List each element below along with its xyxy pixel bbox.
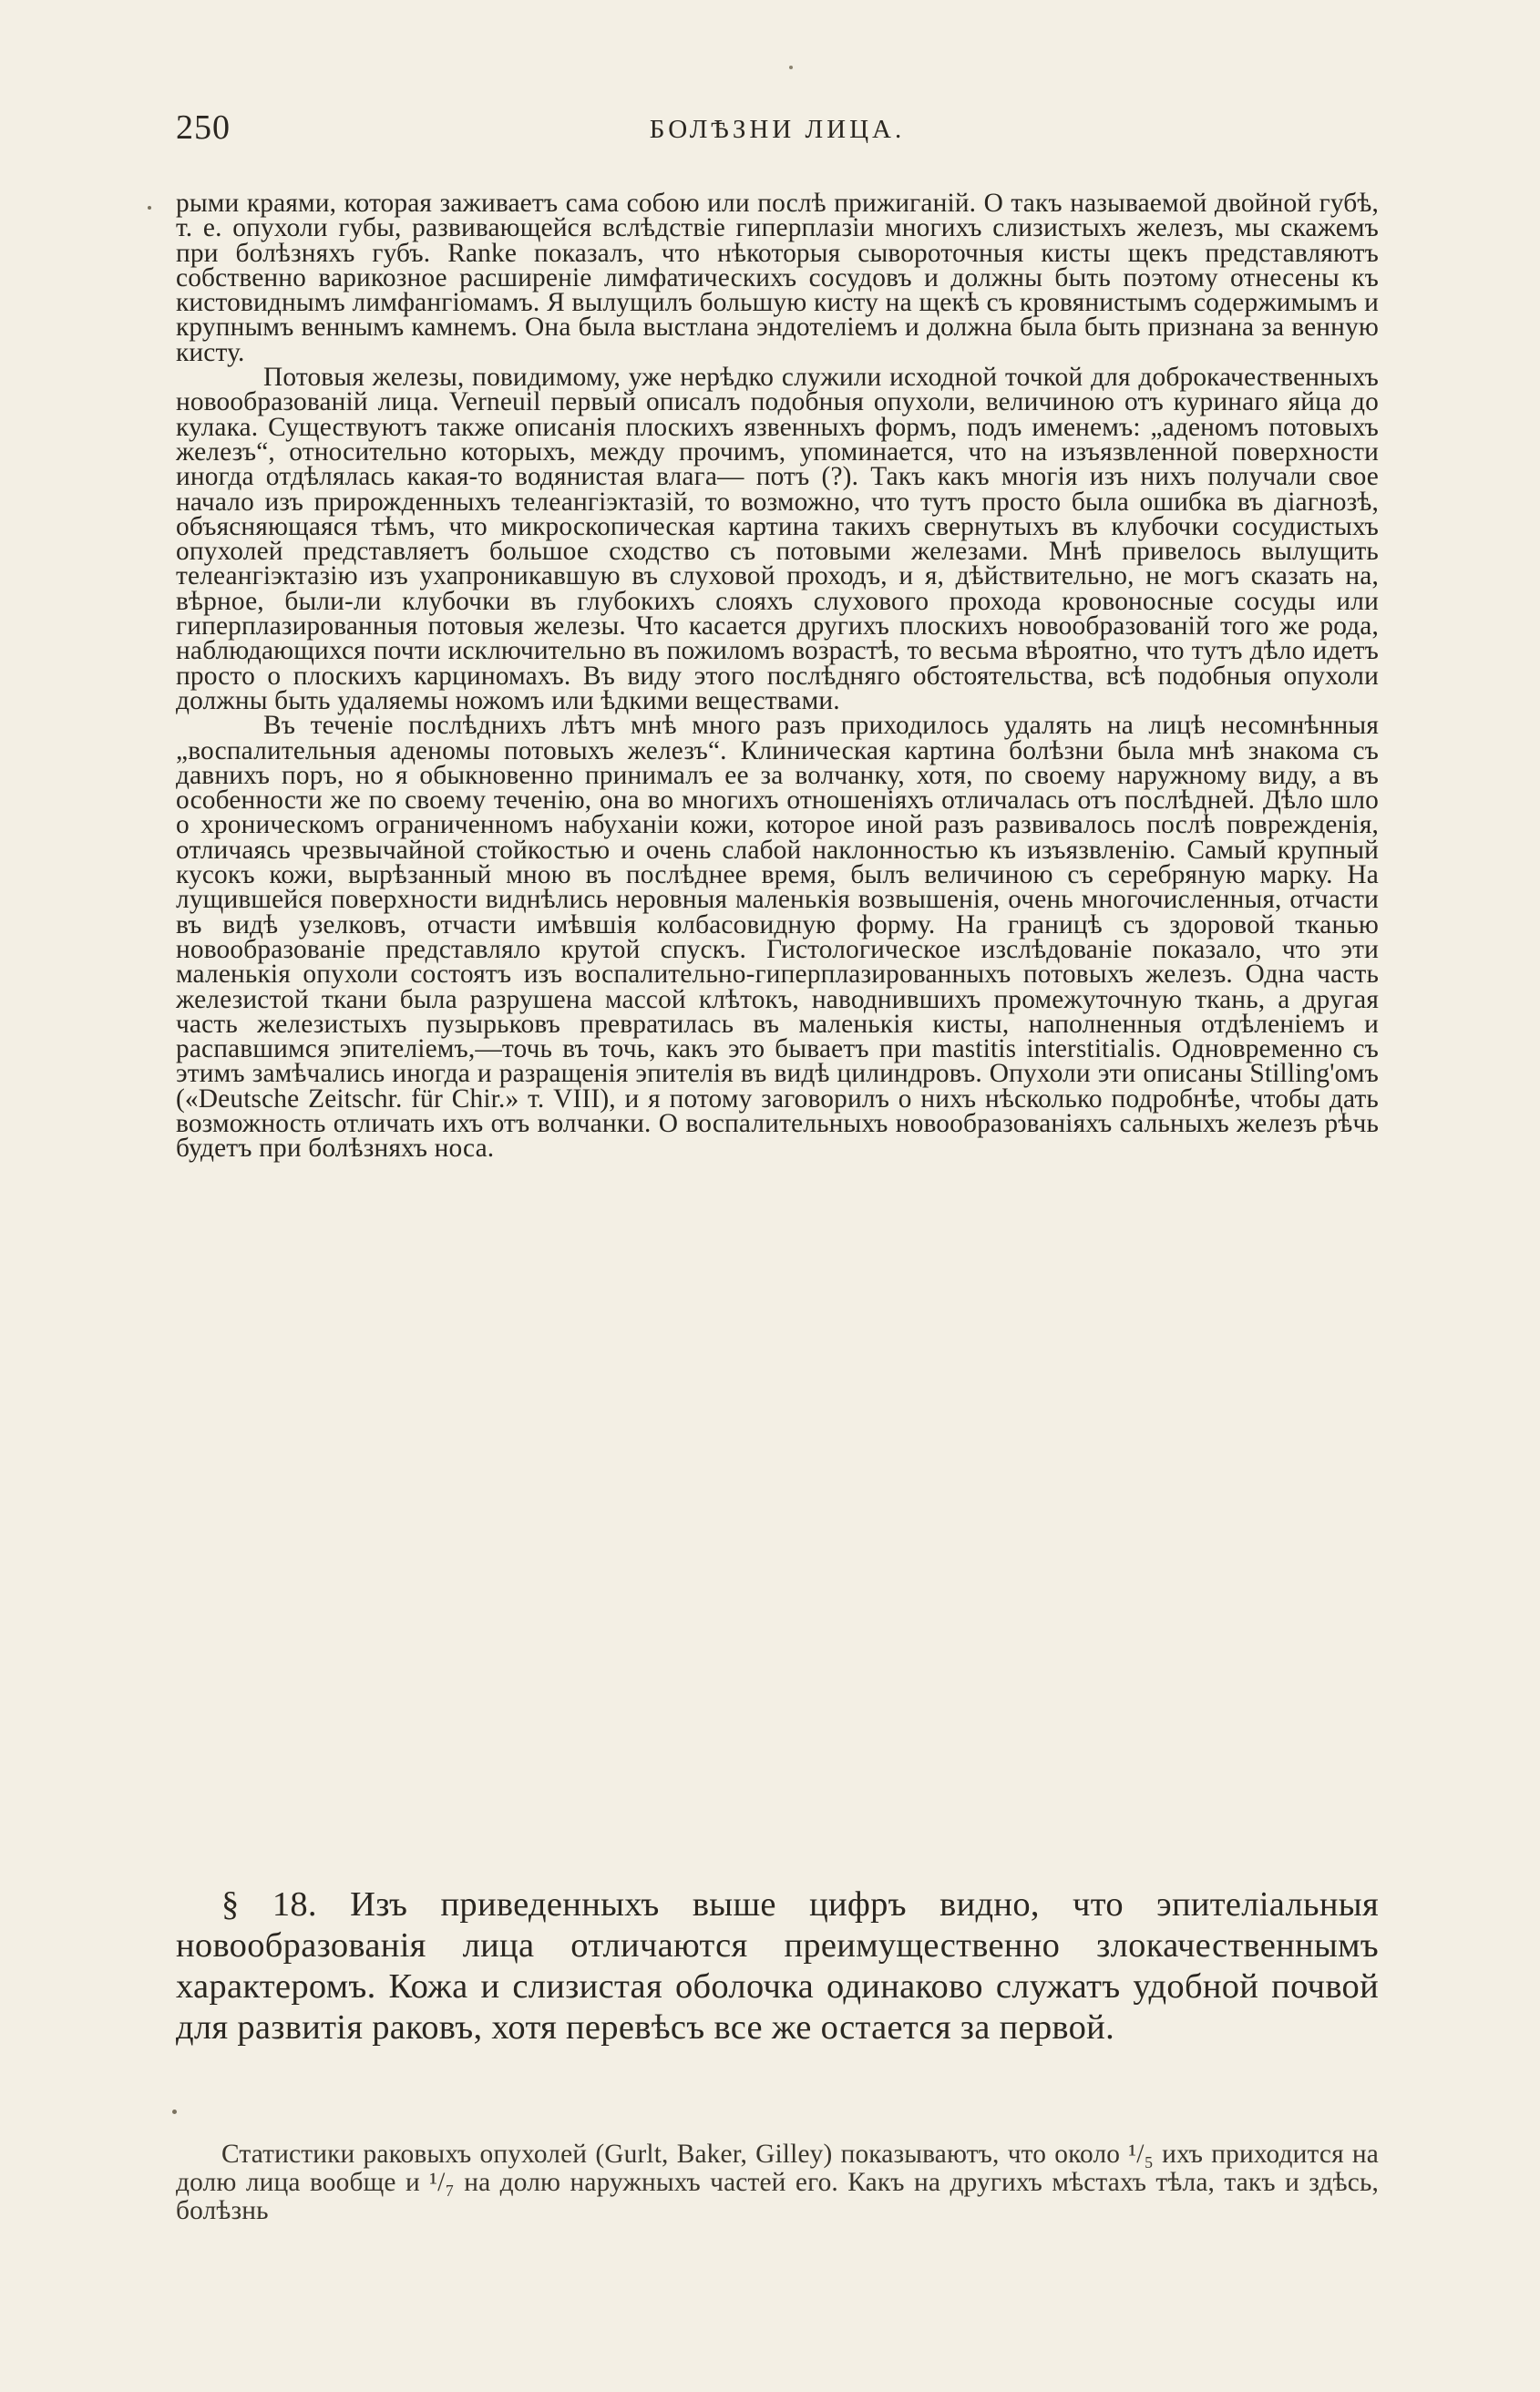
- section-18: [176, 1884, 1379, 2048]
- paragraph-continuation: рыми краями, которая заживаетъ сама собою или послѣ прижиганій. О такъ называемой двойной губѣ, т. е. опухоли губы, развивающейся вслѣдствіе гиперплазіи многихъ слизистыхъ железъ, мы скажемъ при болѣзняхъ губъ. Ranke показалъ, что нѣкоторыя сывороточныя кисты щекъ представляютъ собственно варикозное расширеніе лимфатическихъ сосудовъ и должны быть поэтому отнесены къ кистовиднымъ лимфангіомамъ. Я вылущилъ большую кисту на щекѣ съ кровянистымъ содержимымъ и крупнымъ веннымъ камнемъ. Она была выстлана эндотеліемъ и должна была быть признана за венную кисту.: [176, 189, 1379, 367]
- speck-mark: [148, 206, 151, 210]
- speck-mark: [172, 2110, 177, 2114]
- section-18-text: § 18. Изъ приведенныхъ выше цифръ видно, что эпителіальныя новообразованія лица отличаются преимущественно злокачественнымъ характеромъ. Кожа и слизистая оболочка одинаково служатъ удобной почвой для развитія раковъ, хотя перевѣсъ все же остается за первой.: [176, 1885, 1379, 2047]
- body-text: [176, 191, 1379, 1162]
- statistics-text: Статистики раковыхъ опухолей (Gurlt, Baker, Gilley) показываютъ, что около ¹/₅ ихъ приходится на долю лица вообще и ¹/₇ на долю наружныхъ частей его. Какъ на другихъ мѣстахъ тѣла, такъ и здѣсь, болѣзнь: [176, 2140, 1379, 2225]
- paragraph-inflammatory-adenomas: Въ теченіе послѣднихъ лѣтъ мнѣ много разъ приходилось удалять на лицѣ несомнѣнныя „воспалительныя аденомы потовыхъ железъ“. Клиническая картина болѣзни была мнѣ знакома съ давнихъ поръ, но я обыкновенно принималъ ее за волчанку, хотя, по своему наружному виду, а въ особенности же по своему теченію, она во многихъ отношеніяхъ отличалась отъ послѣдней. Дѣло шло о хроническомъ ограниченномъ набуханіи кожи, которое иной разъ развивалось послѣ поврежденія, отличаясь чрезвычайной стойкостью и очень слабой наклонностью къ изъязвленію. Самый крупный кусокъ кожи, вырѣзанный мною въ послѣднее время, былъ величиною съ серебряную марку. На лущившейся поверхности виднѣлись неровныя маленькія возвышенія, очень многочисленныя, отчасти въ видѣ узелковъ, отчасти имѣвшія колбасовидную форму. На границѣ съ здоровой тканью новообразованіе представляло крутой спускъ. Гистологическое изслѣдованіе показало, что эти маленькія опухоли состоятъ изъ воспалительно-гиперплазированныхъ потовыхъ железъ. Одна часть железистой ткани была разрушена массой клѣтокъ, наводнившихъ промежуточную ткань, а другая часть железистыхъ пузырьковъ превратилась въ маленькія кисты, наполненныя отдѣленіемъ и распавшимся эпителіемъ,—точь въ точь, какъ это бываетъ при mastitis interstitialis. Одновременно съ этимъ замѣчались иногда и разращенія эпителія въ видѣ цилиндровъ. Опухоли эти описаны Stilling'омъ («Deutsche Zeitschr. für Chir.» т. VIII), и я потому заговорилъ о нихъ нѣсколько подробнѣе, чтобы дать возможность отличать ихъ отъ волчанки. О воспалительныхъ новообразованіяхъ сальныхъ железъ рѣчь будетъ при болѣзняхъ носа.: [176, 711, 1379, 1164]
- paragraph-sweat-glands: Потовыя железы, повидимому, уже нерѣдко служили исходной точкой для доброкачественныхъ новообразованій лица. Verneuil первый описалъ подобныя опухоли, величиною отъ куринаго яйца до кулака. Существуютъ также описанія плоскихъ язвенныхъ формъ, подъ именемъ: „аденомъ потовыхъ железъ“, относительно которыхъ, между прочимъ, упоминается, что на изъязвленной поверхности иногда отдѣлялась какая-то водянистая влага— потъ (?). Такъ какъ многія изъ нихъ получали свое начало изъ прирожденныхъ телеангіэктазій, то возможно, что тутъ просто была ошибка въ діагнозѣ, объясняющаяся тѣмъ, что микроскопическая картина такихъ свернутыхъ въ клубочки сосудистыхъ опухолей представляетъ большое сходство съ потовыми железами. Мнѣ привелось вылущить телеангіэктазію изъ ухапроникавшую въ слуховой проходъ, и я, дѣйствительно, не могъ сказать на, вѣрное, были-ли клубочки въ глубокихъ слояхъ слухового прохода кровоносные сосуды или гиперплазированныя потовыя железы. Что касается другихъ плоскихъ новообразованій того же рода, наблюдающихся почти исключительно въ пожиломъ возрастѣ, то весьма вѣроятно, что тутъ дѣло идетъ просто о плоскихъ карциномахъ. Въ виду этого послѣдняго обстоятельства, всѣ подобныя опухоли должны быть удаляемы ножомъ или ѣдкими веществами.: [176, 363, 1379, 715]
- speck-mark: [789, 66, 793, 69]
- running-title: БОЛѢЗНИ ЛИЦА.: [649, 115, 906, 144]
- page-number: 250: [176, 108, 231, 147]
- page-header: [176, 108, 1379, 155]
- statistics-paragraph: [176, 2140, 1379, 2225]
